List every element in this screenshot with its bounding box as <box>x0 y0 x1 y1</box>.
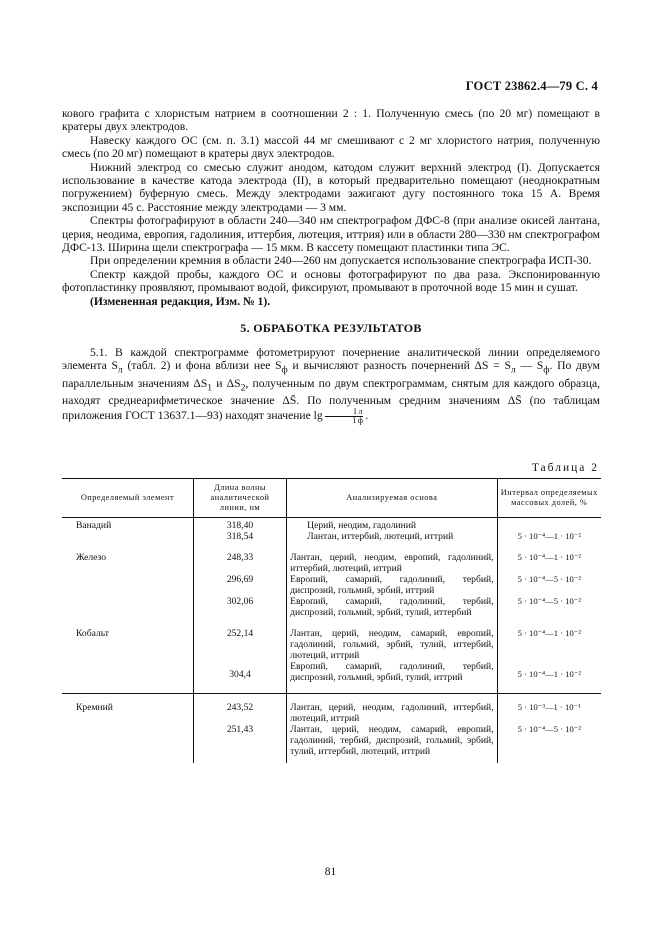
range-cell: 5 · 10⁻⁴—1 · 10⁻² <box>497 531 601 552</box>
paragraph-2: Навеску каждого ОС (см. п. 3.1) массой 44 мг смешивают с 2 мг хлористого натрия, полученную смесь (по 20 мг) помещают в кратеры двух электродов. <box>62 133 600 161</box>
base-cell: Лантан, церий, неодим, самарий, европий, гадолиний, тербий, диспрозий, гольмий, эрбий, тулий, иттербий, лютеций, иттрий <box>287 724 497 757</box>
range-cell: 5 · 10⁻⁴—1 · 10⁻² <box>497 661 601 694</box>
wavelength-cell: 248,33 <box>193 552 286 574</box>
subscript: л <box>117 364 123 376</box>
intensity-ratio-fraction <box>325 408 364 425</box>
paragraph-6: Спектр каждой пробы, каждого ОС и основы фотографируют по два раза. Экспонированную фотопластинку проявляют, промывают водой, фиксируют, промывают в проточной воде 15 мин и сушат. <box>62 267 600 295</box>
range-cell: 5 · 10⁻⁴—5 · 10⁻² <box>497 596 601 628</box>
fraction-numerator: I л <box>325 408 364 417</box>
range-cell: 5 · 10⁻³—1 · 10⁻¹ <box>497 694 601 725</box>
subscript: л <box>510 364 516 376</box>
header-element: Определяемый элемент <box>62 479 193 518</box>
text-run: 5.1. В каждой спектрограмме фотометрируют почернение аналитической линии определяемого элемента S <box>62 345 600 372</box>
table-row <box>62 694 601 725</box>
text-run: , полученным по двум спектрограммам, снятым для каждого образца, находят среднеарифметическое значение ΔS̄. По полученным средним значениям ΔS̄ (по таблицам приложения ГОСТ 13637.1—93) находят значение lg <box>62 376 601 422</box>
base-cell: Церий, неодим, гадолиний <box>287 518 497 532</box>
paragraph-5: При определении кремния в области 240—260 нм допускается использование спектрографа ИСП-30. <box>90 254 592 268</box>
range-cell: 5 · 10⁻⁴—1 · 10⁻² <box>497 552 601 574</box>
text-run: и ΔS <box>212 376 241 390</box>
header-range: Интервал определяемых массовых долей, % <box>497 479 601 518</box>
range-cell: 5 · 10⁻⁴—1 · 10⁻² <box>497 628 601 661</box>
document-header: ГОСТ 23862.4—79 С. 4 <box>465 79 598 93</box>
wavelength-cell: 318,54 <box>193 531 286 552</box>
element-cell: Кобальт <box>76 628 109 639</box>
table-row <box>62 661 601 694</box>
subscript: 1 <box>207 381 213 393</box>
table-bottom-spacer <box>62 757 601 763</box>
range-cell: 5 · 10⁻⁴—5 · 10⁻² <box>497 574 601 596</box>
base-cell: Лантан, церий, неодим, европий, гадолиний, иттербий, лютеций, иттрий <box>287 552 497 574</box>
text-run: и вычисляют разность почернений ΔS = S <box>287 358 511 372</box>
base-cell: Лантан, церий, неодим, самарий, европий, гадолиний, гольмий, эрбий, тулий, иттербий, лютеций, иттрий <box>287 628 497 661</box>
element-cell: Ванадий <box>76 520 112 531</box>
table-header-row <box>62 479 601 518</box>
paragraph-3: Нижний электрод со смесью служит анодом, катодом служит верхний электрод (I). Допускается использование в качестве катода электрода (II), в который предварительно помещают (неоднократным погружением) буферную смесь. Между электродами зажигают дугу постоянного тока 15 А. Время экспозиции 45 с. Расстояние между электродами — 3 мм. <box>62 160 600 214</box>
fraction-denominator: I ф <box>353 415 363 425</box>
spectral-lines-table <box>62 478 601 763</box>
text-run: (табл. 2) и фона вблизи нее S <box>122 358 282 372</box>
header-wavelength: Длина волны аналитической линии, нм <box>193 479 286 518</box>
body-text <box>62 107 600 425</box>
element-cell: Железо <box>76 552 107 563</box>
subscript: ф <box>281 364 288 376</box>
wavelength-cell: 243,52 <box>193 694 286 725</box>
base-cell: Европий, самарий, гадолиний, тербий, диспрозий, гольмий, эрбий, иттрий <box>287 574 497 596</box>
base-cell: Европий, самарий, гадолиний, тербий, диспрозий, гольмий, эрбий, тулий, иттрий <box>287 661 497 694</box>
paragraph-1: кового графита с хлористым натрием в соотношении 2 : 1. Полученную смесь (по 20 мг) помещают в кратеры двух электродов. <box>62 107 600 134</box>
table-row <box>62 628 601 661</box>
header-base: Анализируемая основа <box>287 479 497 518</box>
wavelength-cell: 251,43 <box>193 724 286 757</box>
page-number: 81 <box>324 866 337 878</box>
text-run: — S <box>515 358 544 372</box>
element-cell: Кремний <box>62 694 193 725</box>
base-cell: Лантан, иттербий, лютеций, иттрий <box>287 531 497 552</box>
subscript: ф <box>543 364 550 376</box>
wavelength-cell: 296,69 <box>193 574 286 596</box>
table-row <box>62 518 601 532</box>
wavelength-cell: 252,14 <box>193 628 286 661</box>
table-row <box>62 596 601 628</box>
paragraph-4: Спектры фотографируют в области 240—340 нм спектрографом ДФС-8 (при анализе окисей лантана, церия, неодима, европия, гадолиния, иттербия, лютеция, иттрия) или в области 280—330 нм спектрографом ДФС-13. Ширина щели спектрографа — 15 мкм. В кассету помещают пластинки типа ЭС. <box>62 214 600 255</box>
base-cell: Европий, самарий, гадолиний, тербий, диспрозий, гольмий, эрбий, тулий, иттербий <box>287 596 497 628</box>
range-cell: 5 · 10⁻⁴—5 · 10⁻² <box>497 724 601 757</box>
paragraph-5-1: 5.1. В каждой спектрограмме фотометрируют почернение аналитической линии определяемого элемента $S_л$ (табл. 2) и фона вблизи нее $S_ф$ и вычисляют разность почернений $\Delta S = S_л$ — $S_ф$. По двум параллельным значениям $\Delta S_1$ и $\Delta S_2$, полученным по двум спектрограммам, снятым для каждого образца, находят среднеарифметическое значение ΔS̄. По полученным средним значениям ΔS̄ (по таблицам приложения ГОСТ 13637.1—93) находят значение lg $\frac{\text{I л}}{\text{I ф}}$ . <box>62 345 601 425</box>
table-row <box>62 724 601 757</box>
section-title: 5. ОБРАБОТКА РЕЗУЛЬТАТОВ <box>240 321 422 336</box>
range-cell <box>497 518 601 532</box>
subscript: 2 <box>240 381 246 393</box>
wavelength-cell: 302,06 <box>193 596 286 628</box>
table-row <box>62 531 601 552</box>
table-caption: Таблица 2 <box>531 462 599 474</box>
table-row <box>62 574 601 596</box>
text-run: . По двум параллельным значениям ΔS <box>62 358 600 390</box>
base-cell: Лантан, церий, неодим, гадолиний, иттербий, лютеций, иттрий <box>287 694 497 725</box>
wavelength-cell: 304,4 <box>193 661 286 694</box>
wavelength-cell: 318,40 <box>193 518 286 532</box>
table-row <box>62 552 601 574</box>
amendment-note: (Измененная редакция, Изм. № 1). <box>90 294 271 308</box>
